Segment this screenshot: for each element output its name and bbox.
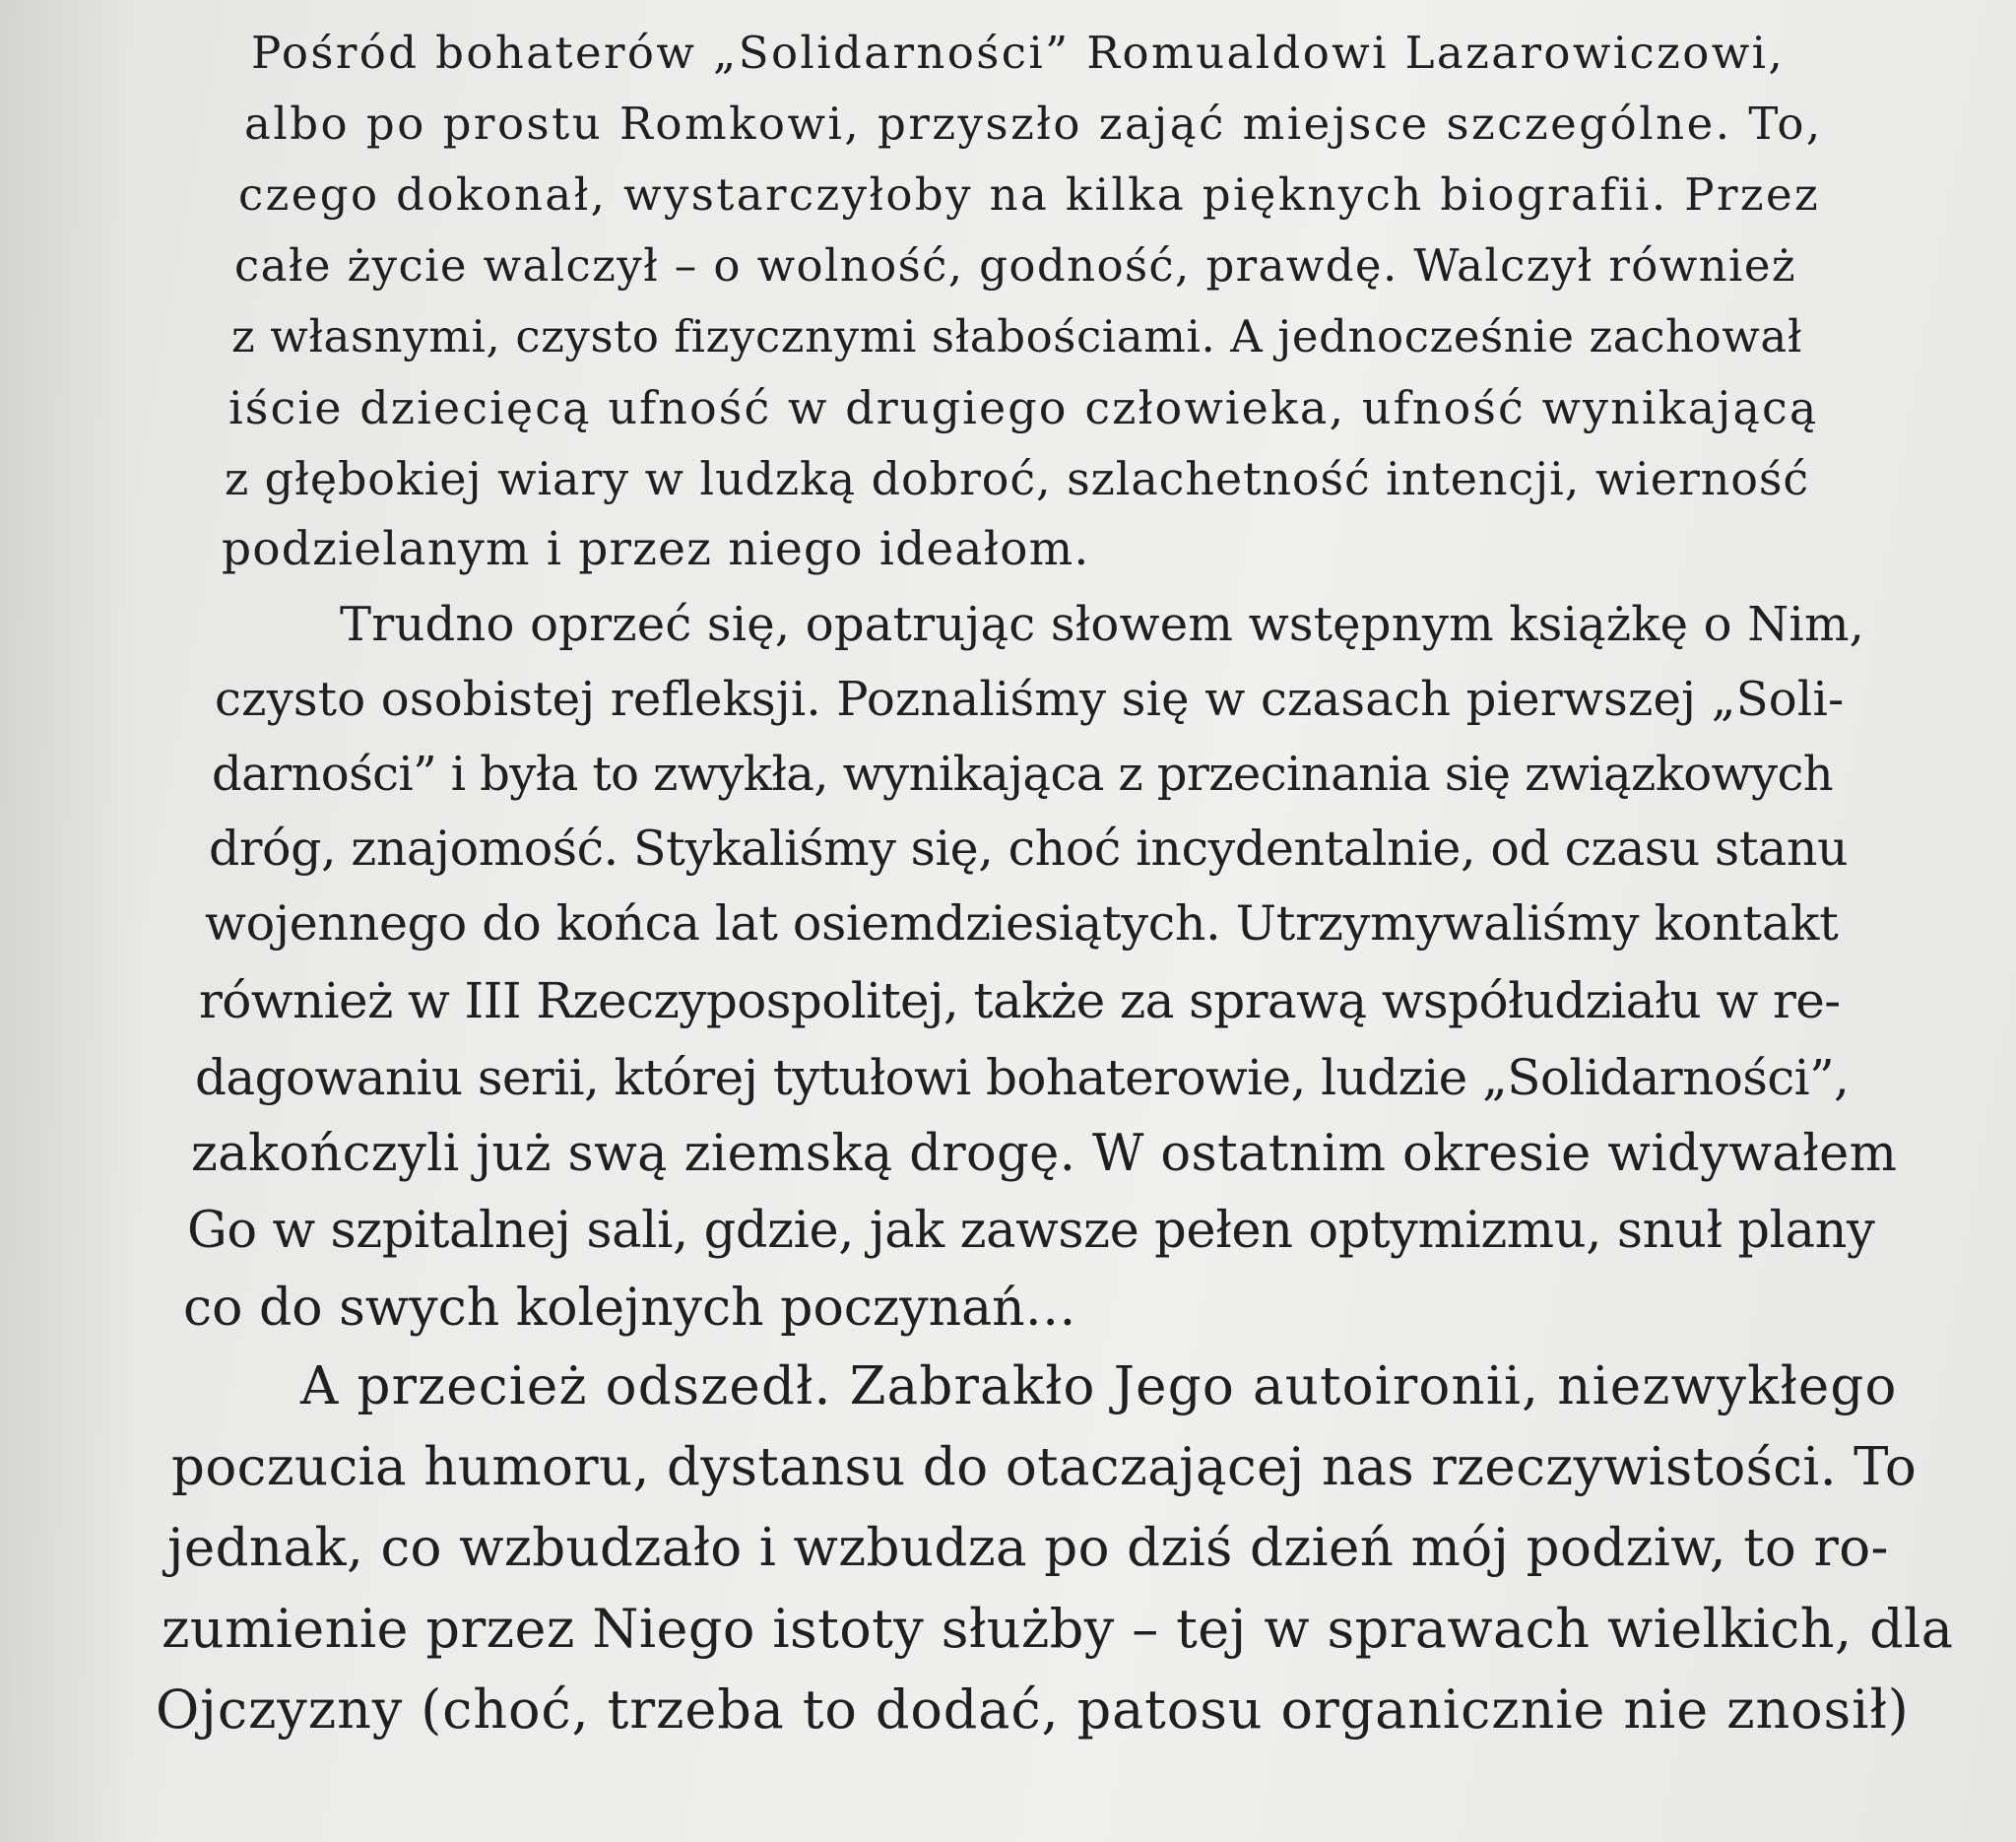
text-line: albo po prostu Romkowi, przyszło zająć miejsce szczególne. To, <box>244 98 1823 150</box>
text-line: darności” i była to zwykła, wynikająca z przecinania się związkowych <box>212 747 1834 802</box>
text-line: zumienie przez Niego istoty służby – tej w sprawach wielkich, dla <box>162 1598 1954 1660</box>
text-line: Go w szpitalnej sali, gdzie, jak zawsze pełen optymizmu, snuł plany <box>187 1202 1875 1260</box>
text-line: co do swych kolejnych poczynań… <box>183 1279 1076 1338</box>
text-line: jednak, co wzbudzało i wzbudza po dziś dzień mój podziw, to ro- <box>167 1518 1889 1578</box>
text-line: poczucia humoru, dystansu do otaczającej nas rzeczywistości. To <box>171 1437 1918 1497</box>
text-line: zakończyli już swą ziemską drogę. W ostatnim okresie widywałem <box>191 1125 1898 1183</box>
text-line: wojennego do końca lat osiemdziesiątych. Utrzymywaliśmy kontakt <box>205 895 1839 952</box>
text-line: czego dokonał, wystarczyłoby na kilka pięknych biografii. Przez <box>238 168 1821 221</box>
text-line: z głębokiej wiary w ludzką dobroć, szlachetność intencji, wierność <box>225 452 1810 505</box>
text-line: czysto osobistej refleksji. Poznaliśmy się w czasach pierwszej „Soli- <box>215 672 1845 727</box>
text-line: dróg, znajomość. Stykaliśmy się, choć incydentalnie, od czasu stanu <box>209 821 1849 877</box>
page-shadow <box>0 0 138 1842</box>
text-line: dagowaniu serii, której tytułowi bohaterowie, ludzie „Solidarności”, <box>195 1049 1850 1106</box>
text-line: A przecież odszedł. Zabrakło Jego autoironii, niezwykłego <box>300 1356 1898 1416</box>
text-line: Trudno oprzeć się, opatrując słowem wstępnym książkę o Nim, <box>340 597 1865 652</box>
text-line: z własnymi, czysto fizycznymi słabościami. A jednocześnie zachował <box>231 310 1803 362</box>
text-line: całe życie walczył – o wolność, godność, prawdę. Walczył również <box>234 239 1796 292</box>
text-line: Pośród bohaterów „Solidarności” Romualdowi Lazarowiczowi, <box>251 27 1786 79</box>
text-line: również w III Rzeczypospolitej, także za sprawą współudziału w re- <box>199 972 1841 1029</box>
text-line: Ojczyzny (choć, trzeba to dodać, patosu organicznie nie znosił) <box>156 1678 1910 1741</box>
text-line: iście dziecięcą ufność w drugiego człowieka, ufność wynikającą <box>228 381 1819 434</box>
text-line: podzielanym i przez niego ideałom. <box>222 522 1090 576</box>
